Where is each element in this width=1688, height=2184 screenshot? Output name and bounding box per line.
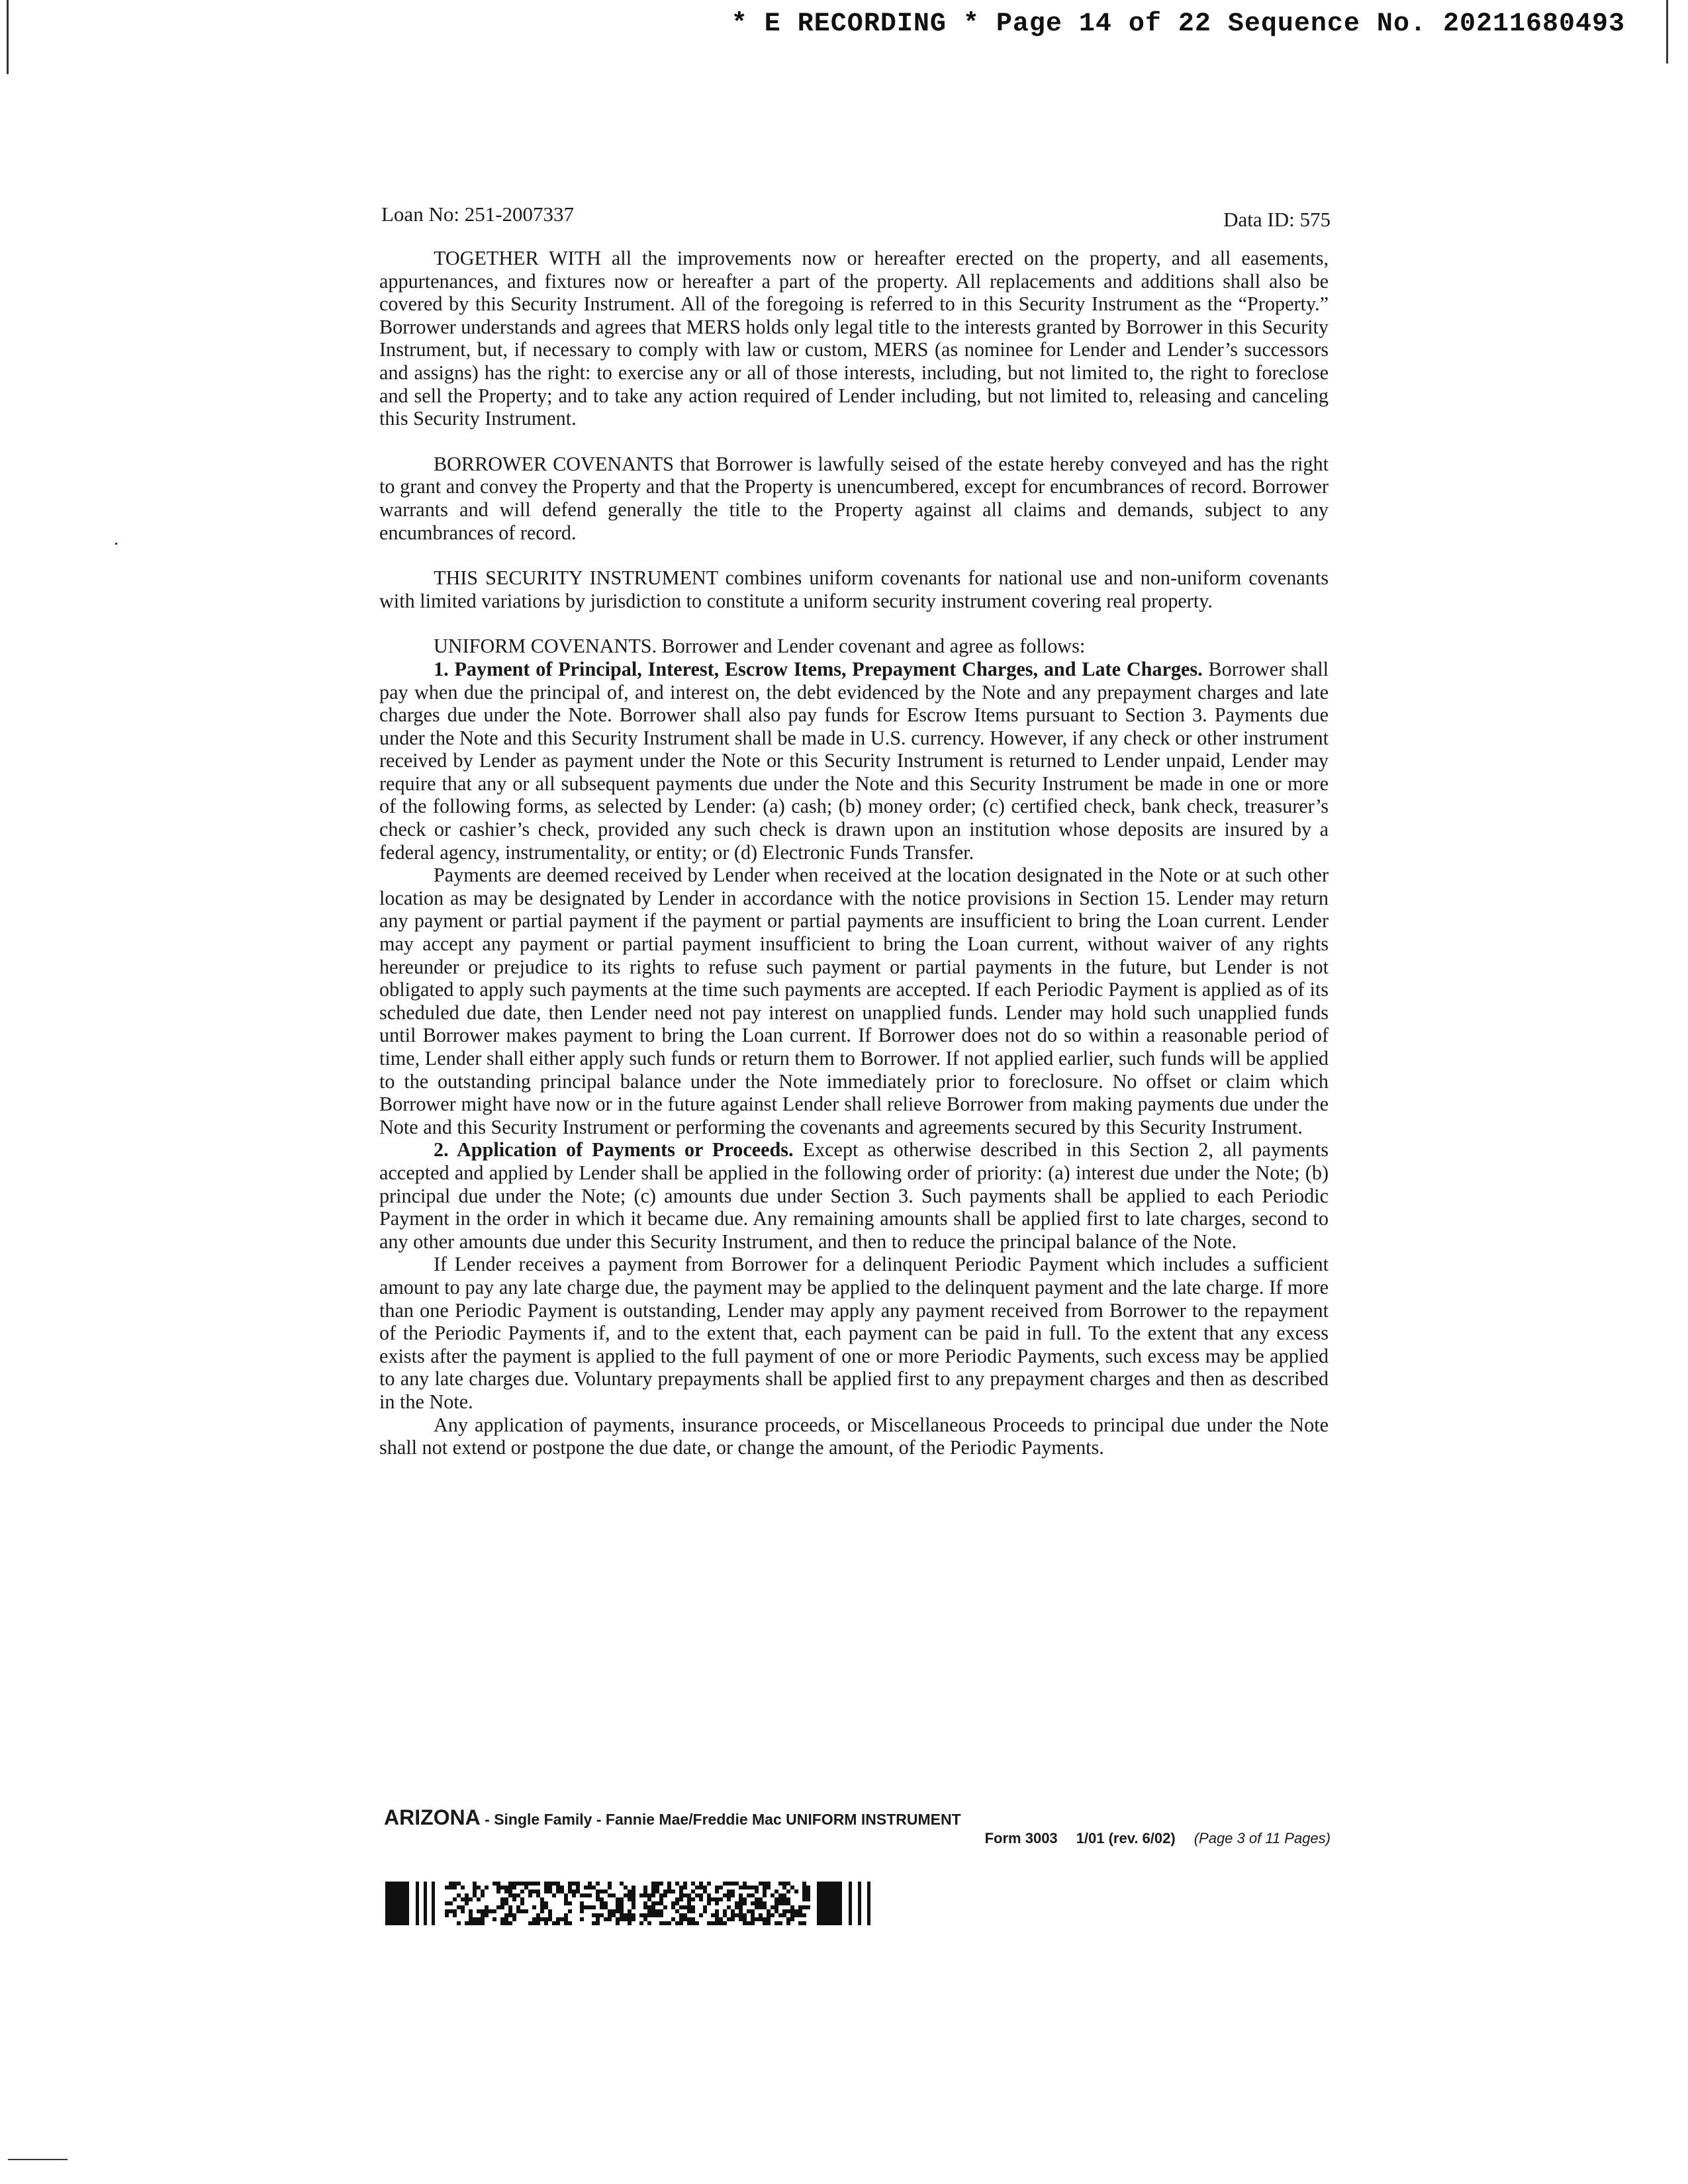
barcode-pattern — [445, 1882, 810, 1925]
scan-dust-speck — [115, 543, 117, 545]
recording-header: * E RECORDING * Page 14 of 22 Sequence No. 20211680493 — [731, 9, 1625, 39]
section-2-heading: 2. Application of Payments or Proceeds. — [434, 1138, 794, 1161]
section-2-paragraph-2: If Lender receives a payment from Borrower for a delinquent Periodic Payment which includes a sufficient amount to pay any late charge due, the payment may be applied to the delinquent payment and the late charge. If more than one Periodic Payment is outstanding, Lender may apply any payment received from Borrower to the repayment of the Periodic Payments if, and to the extent that, each payment can be paid in full. To the extent that any excess exists after the payment is applied to the full payment of one or more Periodic Payments, such excess may be applied to any late charges due. Voluntary prepayments shall be applied first to any prepayment charges and then as described in the Note. — [379, 1253, 1329, 1413]
footer-form-date: 1/01 (rev. 6/02) — [1076, 1830, 1176, 1846]
section-1-text: Borrower shall pay when due the principal of, and interest on, the debt evidenced by the Note and any prepayment charges and late charges due under the Note. Borrower shall also pay funds for Escrow Items pursuant to Section 3. Payments due under the Note and this Security Instrument shall be made in U.S. currency. However, if any check or other instrument received by Lender as payment under the Note or this Security Instrument is returned to Lender unpaid, Lender may require that any or all subsequent payments due under the Note and this Security Instrument be made in one or more of the following forms, as selected by Lender: (a) cash; (b) money order; (c) certified check, bank check, treasurer’s check or cashier’s check, provided any such check is drawn upon an institution whose deposits are insured by a federal agency, instrumentality, or entity; or (d) Electronic Funds Transfer. — [379, 657, 1329, 864]
paragraph-together-with: TOGETHER WITH all the improvements now or hereafter erected on the property, and all easements, appurtenances, and fixtures now or hereafter a part of the property. All replacements and additions shall also be covered by this Security Instrument. All of the foregoing is referred to in this Security Instrument as the “Property.” Borrower understands and agrees that MERS holds only legal title to the interests granted by Borrower in this Security Instrument, but, if necessary to comply with law or custom, MERS (as nominee for Lender and Lender’s successors and assigns) has the right: to exercise any or all of those interests, including, but not limited to, the right to foreclose and sell the Property; and to take any action required of Lender including, but not limited to, releasing and canceling this Security Instrument. — [379, 247, 1329, 430]
scan-edge-mark-left — [7, 0, 9, 74]
footer-state: ARIZONA — [384, 1805, 481, 1829]
section-1-heading: 1. Payment of Principal, Interest, Escrow Items, Prepayment Charges, and Late Charges. — [434, 657, 1203, 680]
paragraph-borrower-covenants: BORROWER COVENANTS that Borrower is lawfully seised of the estate hereby conveyed and has the right to grant and convey the Property and that the Property is unencumbered, except for encumbrances of record. Borrower warrants and will defend generally the title to the Property against all claims and demands, subject to any encumbrances of record. — [379, 452, 1329, 544]
section-2-paragraph-3: Any application of payments, insurance proceeds, or Miscellaneous Proceeds to principal due under the Note shall not extend or postpone the due date, or change the amount, of the Periodic Payments. — [379, 1413, 1329, 1459]
footer-form-info — [985, 1830, 1331, 1847]
scan-edge-mark-bottom-left — [8, 2159, 68, 2160]
section-2 — [379, 1138, 1329, 1253]
footer-form-title — [384, 1805, 961, 1830]
paragraph-this-security-instrument: THIS SECURITY INSTRUMENT combines uniform covenants for national use and non-uniform covenants with limited variations by jurisdiction to constitute a uniform security instrument covering real property. — [379, 567, 1329, 612]
document-body — [379, 247, 1329, 1459]
section-1 — [379, 658, 1329, 864]
scan-edge-mark-right — [1666, 0, 1668, 64]
footer-page-info: (Page 3 of 11 Pages) — [1194, 1830, 1331, 1846]
footer-form-description: - Single Family - Fannie Mae/Freddie Mac UNIFORM INSTRUMENT — [480, 1811, 961, 1828]
data-id: Data ID: 575 — [1223, 208, 1331, 231]
paragraph-uniform-covenants: UNIFORM COVENANTS. Borrower and Lender covenant and agree as follows: — [434, 635, 1086, 658]
section-1-paragraph-2: Payments are deemed received by Lender when received at the location designated in the Note or at such other location as may be designated by Lender in accordance with the notice provisions in Section 15. Lender may return any payment or partial payment if the payment or partial payments are insufficient to bring the Loan current. Lender may accept any payment or partial payment insufficient to bring the Loan current, without waiver of any rights hereunder or prejudice to its rights to refuse such payment or partial payments in the future, but Lender is not obligated to apply such payments at the time such payments are accepted. If each Periodic Payment is applied as of its scheduled due date, then Lender need not pay interest on unapplied funds. Lender may hold such unapplied funds until Borrower makes payment to bring the Loan current. If Borrower does not do so within a reasonable period of time, Lender shall either apply such funds or return them to Borrower. If not applied earlier, such funds will be applied to the outstanding principal balance under the Note immediately prior to foreclosure. No offset or claim which Borrower might have now or in the future against Lender shall relieve Borrower from making payments due under the Note and this Security Instrument or performing the covenants and agreements secured by this Security Instrument. — [379, 864, 1329, 1138]
document-barcode — [385, 1882, 895, 1928]
footer-form-number: Form 3003 — [984, 1830, 1058, 1846]
loan-number: Loan No: 251-2007337 — [381, 203, 575, 226]
section-2-text: Except as otherwise described in this Section 2, all payments accepted and applied by Lender shall be applied in the following order of priority: (a) interest due under the Note; (b) principal due under the Note; (c) amounts due under Section 3. Such payments shall be applied to each Periodic Payment in the order in which it became due. Any remaining amounts shall be applied first to late charges, second to any other amounts due under this Security Instrument, and then to reduce the principal balance of the Note. — [379, 1138, 1329, 1253]
